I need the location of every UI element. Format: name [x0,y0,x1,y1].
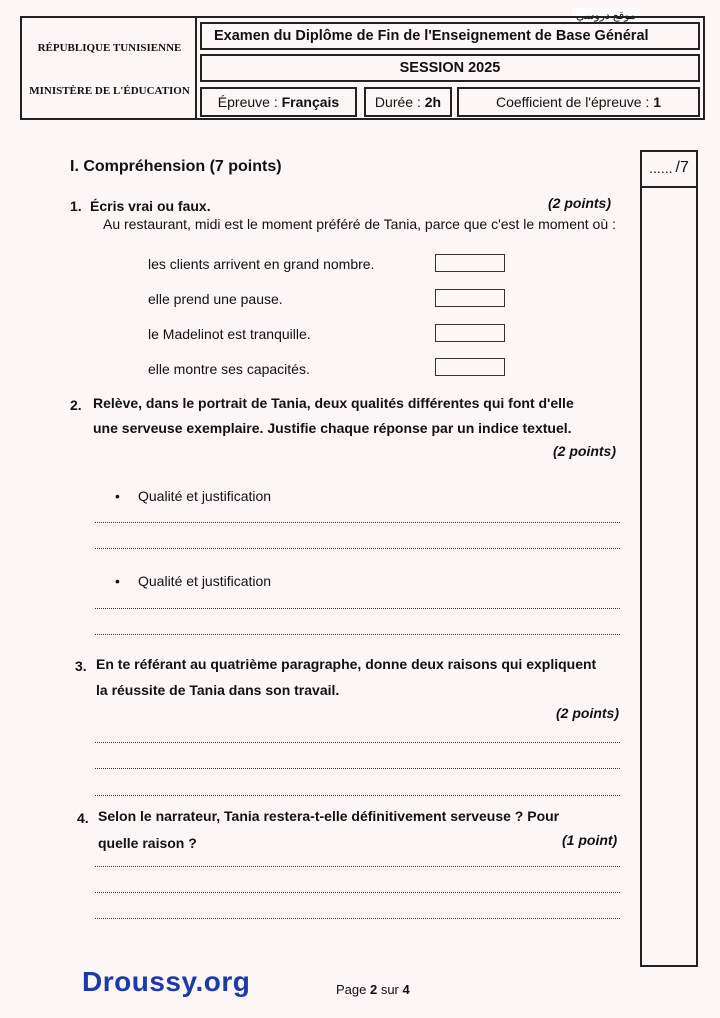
answer-line[interactable] [95,734,620,743]
q3-points: (2 points) [556,705,619,721]
q4-line-1: Selon le narrateur, Tania restera-t-elle définitivement serveuse ? Pour [98,808,560,824]
section-title: I. Compréhension (7 points) [70,158,282,175]
q3-line-2: la réussite de Tania dans son travail. [96,682,340,698]
q2-line-1: Relève, dans le portrait de Tania, deux qualités différentes qui font d'elle [93,395,574,411]
q2-bullet-icon-2: • [115,573,120,589]
page-mid: sur [377,982,403,997]
q1-item-4: elle montre ses capacités. [148,361,310,377]
q1-answer-box-3[interactable] [435,324,505,342]
q1-answer-box-4[interactable] [435,358,505,376]
session-label: SESSION 2025 [200,54,700,82]
answer-line[interactable] [95,910,620,919]
ministry-label: MINISTÈRE DE L'ÉDUCATION [29,85,190,97]
page-current: 2 [369,982,378,997]
coefficient-value: 1 [653,94,662,110]
site-logo: Droussy.org [82,966,251,997]
q1-item-2: elle prend une pause. [148,291,283,307]
q3-number: 3. [75,658,87,674]
answer-line[interactable] [95,514,620,523]
q2-bullet-2: Qualité et justification [138,573,272,589]
page-total: 4 [402,982,410,997]
grade-box [640,150,698,188]
subject-field [200,87,357,117]
q2-points: (2 points) [553,443,616,459]
republic-label: RÉPUBLIQUE TUNISIENNE [37,42,182,54]
answer-line[interactable] [95,626,620,635]
q1-item-3: le Madelinot est tranquille. [148,326,311,342]
page-number [336,982,410,997]
coefficient-field [457,87,700,117]
answer-line[interactable] [95,540,620,549]
grade-column [640,150,698,967]
answer-line[interactable] [95,787,620,796]
grade-total: /7 [675,159,689,176]
q4-line-2: quelle raison ? [98,835,197,851]
subject-label: Épreuve : [217,94,278,110]
q1-number: 1. [70,198,82,214]
q2-bullet-1: Qualité et justification [138,488,272,504]
answer-line[interactable] [95,600,620,609]
site-watermark: موقع دروسي [572,8,640,23]
q2-bullet-icon-1: • [115,488,120,504]
answer-line[interactable] [95,858,620,867]
q2-number: 2. [70,397,82,413]
grade-dots: ...... [649,160,673,176]
duration-value: 2h [424,94,442,110]
header-left-panel [22,18,197,118]
answer-line[interactable] [95,760,620,769]
q1-answer-box-2[interactable] [435,289,505,307]
exam-title: Examen du Diplôme de Fin de l'Enseignement de Base Général [200,22,700,50]
q1-intro: Au restaurant, midi est le moment préféré de Tania, parce que c'est le moment où : [103,216,616,232]
q2-line-2: une serveuse exemplaire. Justifie chaque réponse par un indice textuel. [93,420,572,436]
q4-points: (1 point) [562,832,618,848]
subject-value: Français [281,94,340,110]
q1-points: (2 points) [548,195,611,211]
page-prefix: Page [336,982,370,997]
q1-item-1: les clients arrivent en grand nombre. [148,256,375,272]
duration-field [364,87,452,117]
q1-prompt: Écris vrai ou faux. [90,198,211,214]
q4-number: 4. [77,810,89,826]
q1-answer-box-1[interactable] [435,254,505,272]
coefficient-label: Coefficient de l'épreuve : [495,94,650,110]
duration-label: Durée : [374,94,421,110]
q3-line-1: En te référant au quatrième paragraphe, donne deux raisons qui expliquent [96,656,597,672]
answer-line[interactable] [95,884,620,893]
